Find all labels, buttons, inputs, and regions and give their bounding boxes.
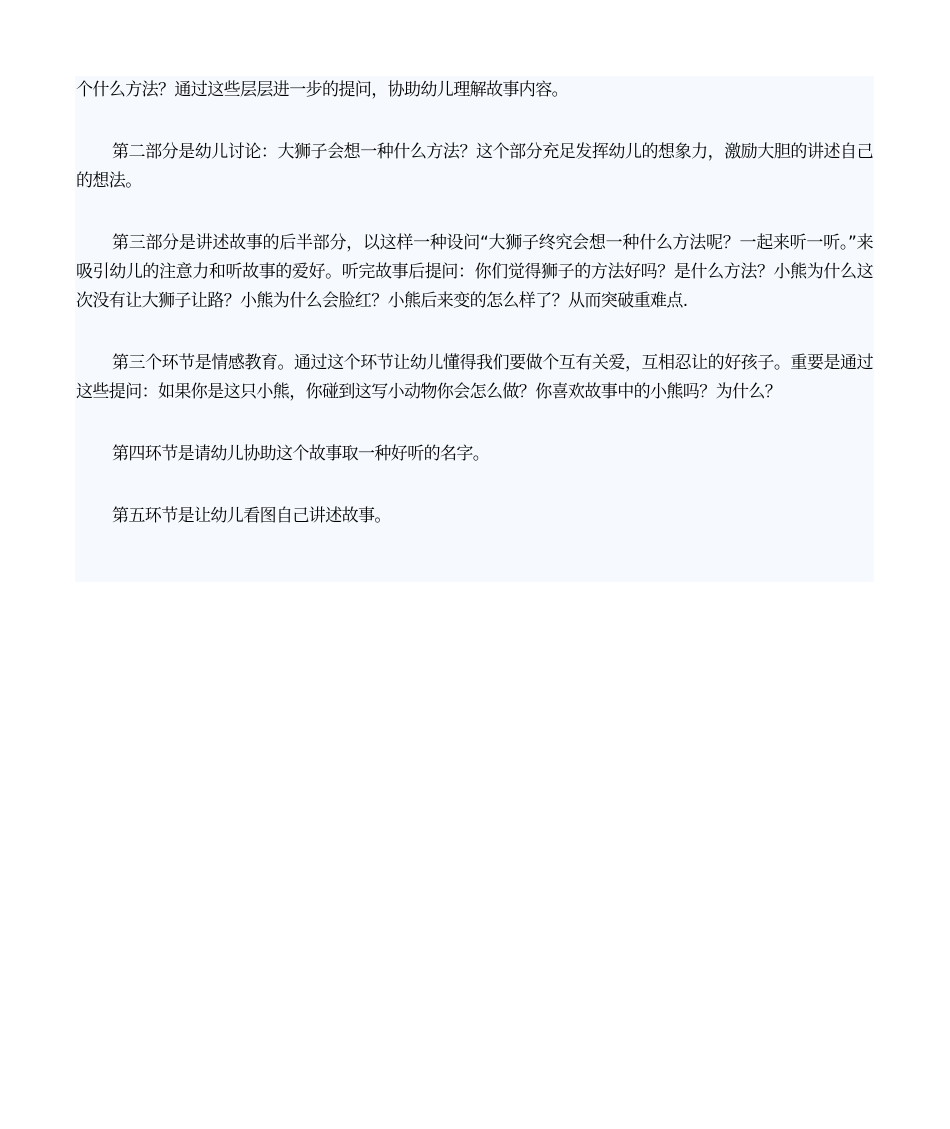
- paragraph-section-five: 第五环节是让幼儿看图自己讲述故事。: [112, 506, 391, 526]
- paragraph-continuation: 个什么方法？通过这些层层进一步的提问，协助幼儿理解故事内容。: [76, 80, 568, 100]
- document-body: [76, 76, 873, 531]
- paragraph-section-four: 第四环节是请幼儿协助这个故事取一种好听的名字。: [112, 444, 490, 464]
- paragraph-part-two: 第二部分是幼儿讨论：大狮子会想一种什么方法？这个部分充足发挥幼儿的想象力，激励大胆的讲述自己的想法。: [76, 142, 873, 191]
- paragraph-part-three: 第三部分是讲述故事的后半部分，以这样一种设问“大狮子终究会想一种什么方法呢？一起来听一听。”来吸引幼儿的注意力和听故事的爱好。听完故事后提问：你们觉得狮子的方法好吗？是什么方法？小熊为什么这次没有让大狮子让路？小熊为什么会脸红？小熊后来变的怎么样了？从而突破重难点.: [76, 233, 873, 311]
- paragraph-section-three: 第三个环节是情感教育。通过这个环节让幼儿懂得我们要做个互有关爱，互相忍让的好孩子。重要是通过这些提问：如果你是这只小熊，你碰到这写小动物你会怎么做？你喜欢故事中的小熊吗？为什么？: [76, 353, 873, 402]
